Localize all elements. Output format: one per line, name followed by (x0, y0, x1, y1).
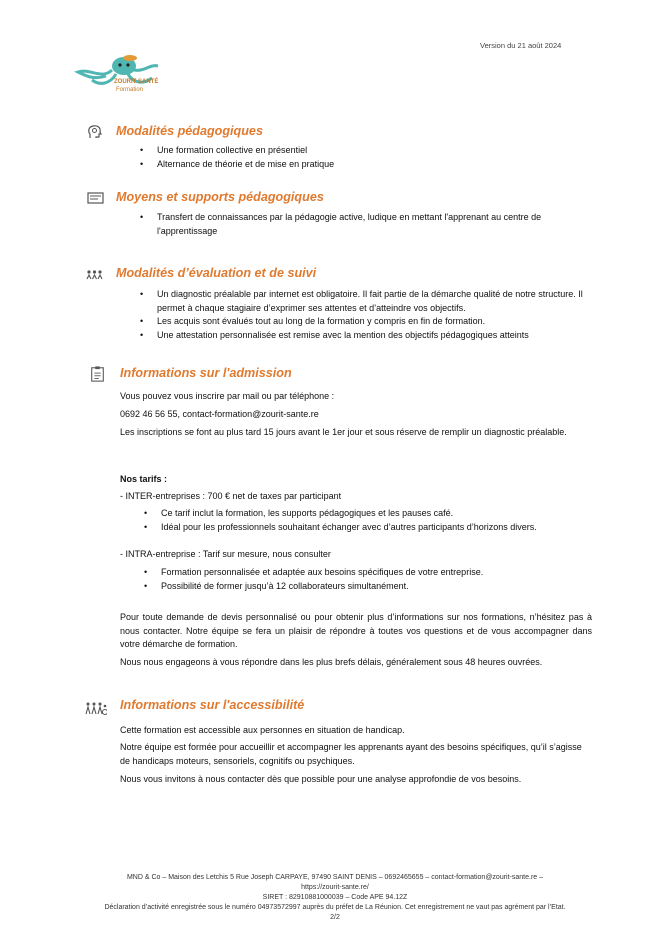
list-item: • Idéal pour les professionnels souhaitant échanger avec d’autres participants d’horizons divers. (141, 521, 596, 535)
list-item: • Transfert de connaissances par la pédagogie active, ludique en mettant l'apprenant au centre de l'apprentissage (137, 211, 597, 238)
section-title-accessibilite: Informations sur l'accessibilité (120, 698, 305, 712)
admission-contact: 0692 46 56 55, contact-formation@zourit-sante.re (120, 409, 319, 419)
access-p1: Cette formation est accessible aux personnes en situation de handicap. (120, 725, 405, 735)
section-title-moyens: Moyens et supports pédagogiques (116, 190, 324, 204)
logo-text: ZOURIT SANTÉ (114, 79, 159, 85)
people-checkmark-icon (86, 266, 103, 282)
document-tray-icon (87, 190, 104, 206)
intra-title: - INTRA-entreprise : Tarif sur mesure, nous consulter (120, 549, 331, 559)
list-item: • Possibilité de former jusqu’à 12 collaborateurs simultanément. (141, 580, 596, 594)
footer (80, 873, 590, 923)
list-evaluation (137, 288, 597, 342)
logo-subtext: Formation (116, 87, 144, 93)
access-p3: Nous vous invitons à nous contacter dès que possible pour une analyse approfondie de vos besoins. (120, 774, 522, 784)
head-gears-icon (87, 124, 104, 140)
list-item: • Une attestation personnalisée est remise avec la mention des objectifs pédagogiques atteints (137, 329, 597, 343)
page-number: 2/2 (330, 914, 340, 921)
list-inter (141, 507, 596, 534)
clipboard-icon (89, 366, 106, 382)
admission-devis: Pour toute demande de devis personnalisé ou pour obtenir plus d’informations sur nos formations, n’hésitez pas à nous contacter. Notre équipe se fera un plaisir de répondre à toutes vos questions et de vous accompagner dans votre démarche de formation. (120, 612, 592, 649)
list-item: • Alternance de théorie et de mise en pratique (137, 158, 597, 172)
admission-engagement: Nous nous engageons à vous répondre dans les plus brefs délais, généralement sous 48 heures ouvrées. (120, 657, 543, 667)
inter-title: - INTER-entreprises : 700 € net de taxes par participant (120, 491, 342, 501)
section-title-admission: Informations sur l'admission (120, 366, 292, 380)
section-title-evaluation: Modalités d’évaluation et de suivi (116, 266, 317, 280)
tarifs-title: Nos tarifs : (120, 474, 168, 484)
admission-intro: Vous pouvez vous inscrire par mail ou par téléphone : (120, 391, 335, 401)
accessibility-people-icon (85, 700, 107, 716)
list-item: • Une formation collective en présentiel (137, 144, 597, 158)
footer-address: MND & Co – Maison des Letchis 5 Rue Joseph CARPAYE, 97490 SAINT DENIS – 0692465655 – contact-formation@zourit-sante.re – (126, 874, 544, 881)
admission-deadline: Les inscriptions se font au plus tard 15 jours avant le 1er jour et sous réserve de remplir un diagnostic préalable. (120, 427, 567, 437)
section-title-modalites: Modalités pédagogiques (116, 124, 263, 138)
version-date: Version du 21 août 2024 (480, 41, 562, 50)
list-item: • Un diagnostic préalable par internet est obligatoire. Il fait partie de la démarche qualité de notre structure. Il permet à chaque stagiaire d’exprimer ses attentes et d’atteindre vos objectifs. (137, 288, 597, 315)
list-item: • Ce tarif inclut la formation, les supports pédagogiques et les pauses café. (141, 507, 596, 521)
footer-siret: SIRET : 82910881000039 – Code APE 94.12Z (262, 894, 408, 901)
list-moyens (137, 211, 597, 238)
footer-website: https://zourit-sante.re/ (301, 884, 369, 891)
access-p2: Notre équipe est formée pour accueillir et accompagner les apprenants ayant des besoins spécifiques, qu’il s’agisse de handicaps moteurs, sensoriels, cognitifs ou psychiques. (120, 742, 582, 766)
list-item: • Formation personnalisée et adaptée aux besoins spécifiques de votre entreprise. (141, 566, 596, 580)
footer-declaration: Déclaration d’activité enregistrée sous le numéro 04973572997 auprès du préfet de La Réunion. Cet enregistrement ne vaut pas agrément par l’Etat. (104, 904, 566, 911)
list-intra (141, 566, 596, 593)
list-modalites (137, 144, 597, 171)
list-item: • Les acquis sont évalués tout au long de la formation y compris en fin de formation. (137, 315, 597, 329)
